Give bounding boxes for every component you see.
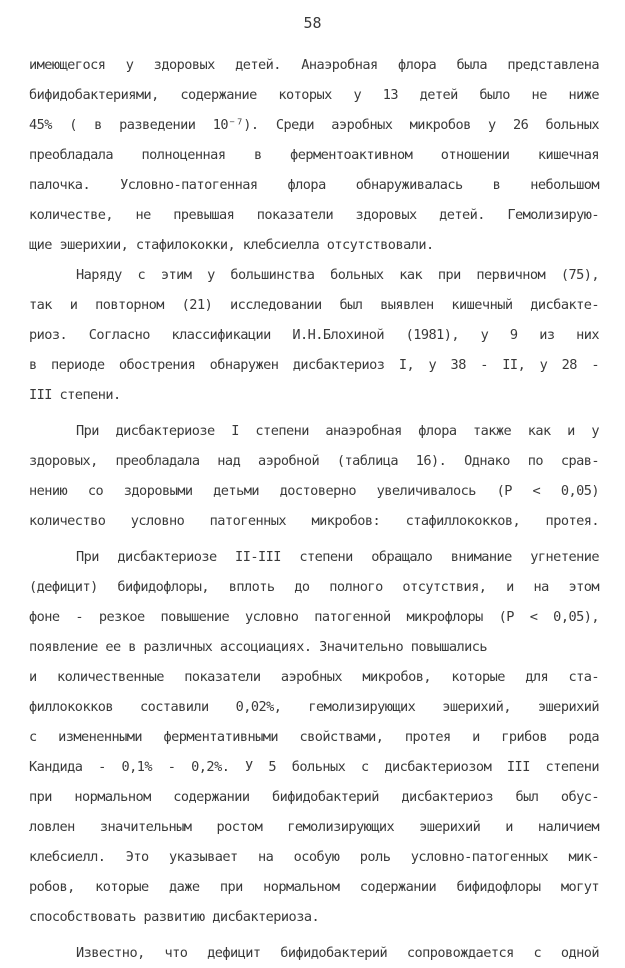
- text-line: количестве, не превышая показатели здоровых детей. Гемолизирую-: [29, 207, 599, 223]
- text-line: при нормальном содержании бифидобактерий дисбактериоз был обус-: [29, 789, 599, 805]
- text-line: фоне - резкое повышение условно патогенной микрофлоры (Р < 0,05),: [29, 609, 599, 625]
- text-line: появление ее в различных ассоциациях. Значительно повышались: [29, 639, 488, 655]
- text-line: количество условно патогенных микробов: стафиллококков, протея.: [29, 513, 599, 529]
- text-line: При дисбактериозе I степени анаэробная флора также как и у: [76, 423, 599, 439]
- text-line: филлококков составили 0,02%, гемолизирующих эшерихий, эшерихий: [29, 699, 599, 715]
- text-line: (дефицит) бифидофлоры, вплоть до полного отсутствия, и на этом: [29, 579, 599, 595]
- text-line: и количественные показатели аэробных микробов, которые для ста-: [29, 669, 599, 685]
- text-line: имеющегося у здоровых детей. Анаэробная флора была представлена: [29, 57, 599, 73]
- text-line: риоз. Согласно классификации И.Н.Блохиной (1981), у 9 из них: [29, 327, 599, 343]
- text-line: робов, которые даже при нормальном содержании бифидофлоры могут: [29, 879, 599, 895]
- text-line: 45% ( в разведении 10⁻⁷). Среди аэробных микробов у 26 больных: [29, 117, 599, 133]
- text-line: палочка. Условно-патогенная флора обнаруживалась в небольшом: [29, 177, 599, 193]
- text-line: так и повторном (21) исследовании был выявлен кишечный дисбакте-: [29, 297, 599, 313]
- text-line: Кандида - 0,1% - 0,2%. У 5 больных с дисбактериозом III степени: [29, 759, 599, 775]
- text-line: Известно, что дефицит бифидобактерий сопровождается с одной: [76, 945, 599, 961]
- text-line: в периоде обострения обнаружен дисбактериоз I, у 38 - II, у 28 -: [29, 357, 599, 373]
- text-line: Наряду с этим у большинства больных как при первичном (75),: [76, 267, 599, 283]
- text-line: способствовать развитию дисбактериоза.: [29, 909, 320, 925]
- text-line: щие эшерихии, стафилококки, клебсиелла отсутствовали.: [29, 237, 434, 253]
- text-line: здоровых, преобладала над аэробной (таблица 16). Однако по срав-: [29, 453, 599, 469]
- text-line: нению со здоровыми детьми достоверно увеличивалось (Р < 0,05): [29, 483, 599, 499]
- text-line: преобладала полноценная в ферментоактивном отношении кишечная: [29, 147, 599, 163]
- text-line: ловлен значительным ростом гемолизирующих эшерихий и наличием: [29, 819, 599, 835]
- text-line: бифидобактериями, содержание которых у 13 детей было не ниже: [29, 87, 599, 103]
- text-line: клебсиелл. Это указывает на особую роль условно-патогенных мик-: [29, 849, 599, 865]
- text-line: с измененными ферментативными свойствами, протея и грибов рода: [29, 729, 599, 745]
- document-body: [29, 50, 599, 968]
- text-line: При дисбактериозе II-III степени обращало внимание угнетение: [76, 549, 599, 565]
- page-number: 58: [303, 14, 322, 32]
- text-line: III степени.: [29, 387, 121, 403]
